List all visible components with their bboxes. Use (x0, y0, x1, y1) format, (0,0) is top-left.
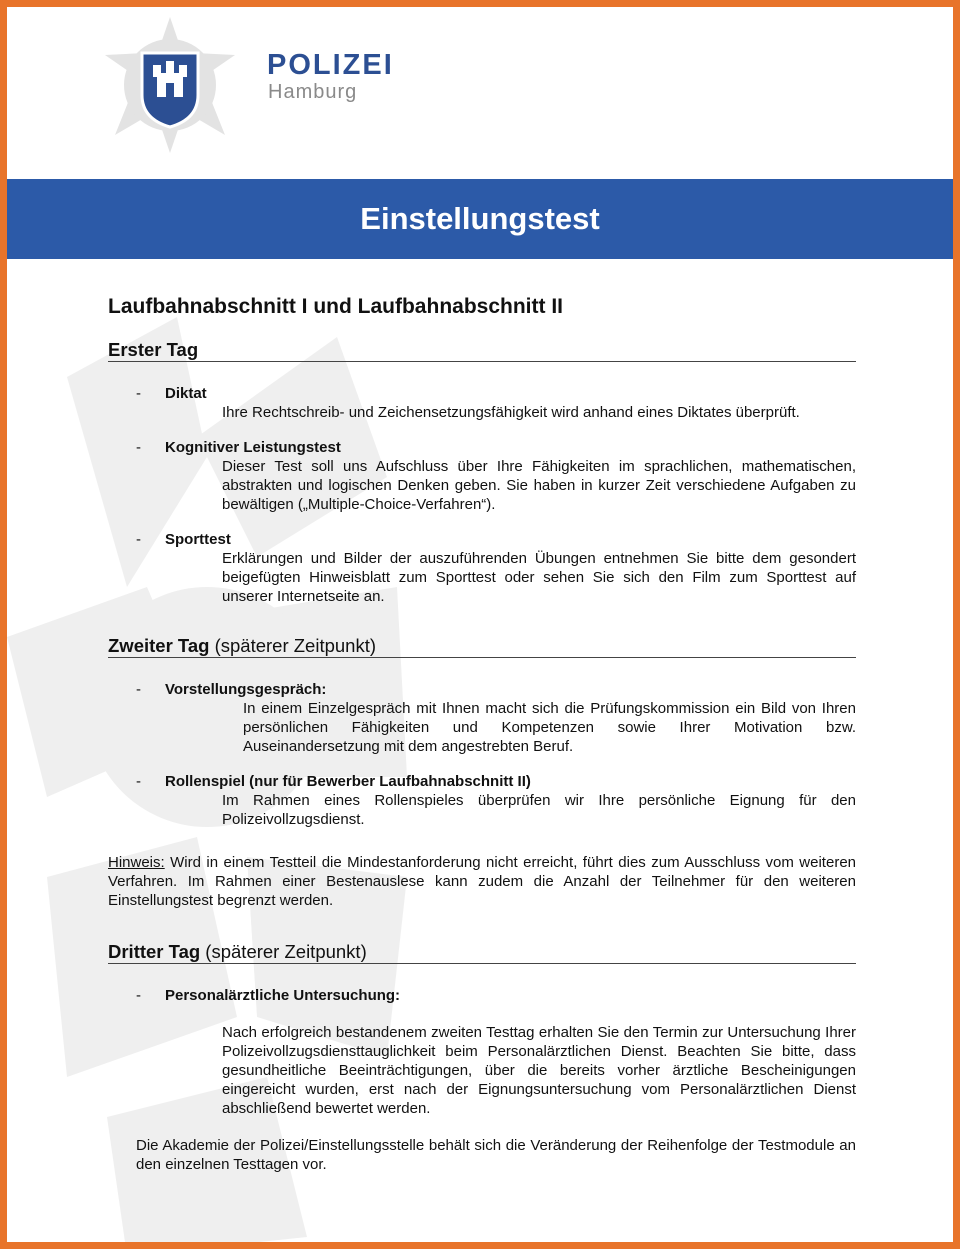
item-label: Kognitiver Leistungstest (165, 439, 341, 456)
list-item-personalaerztliche-untersuchung (136, 986, 856, 1118)
item-label: Vorstellungsgespräch: (165, 681, 327, 698)
logo-subtitle: Hamburg (268, 81, 358, 103)
section-title-day2-rest: (späterer Zeitpunkt) (209, 635, 377, 656)
logo (95, 15, 415, 155)
page-title: Einstellungstest (360, 201, 600, 236)
item-text: Nach erfolgreich bestandenem zweiten Testtag erhalten Sie den Termin zur Untersuchung Ihrer Polizeivollzugsdiensttauglichkeit beim Personalärztlichen Dienst. Beachten Sie bitte, dass gesundheitliche Beeinträchtigungen, über die bereits vorher ärztliche Bescheinigungen eingereicht wurden, erst nach der Eignungsuntersuchung vom Personalärztlichen Dienst abschließend bewertet werden. (222, 1024, 856, 1117)
title-banner (7, 179, 953, 259)
list-dash: - (136, 439, 141, 456)
section-title-day3 (108, 942, 856, 964)
list-dash: - (136, 681, 141, 698)
list-item-sporttest (136, 530, 856, 606)
list-dash: - (136, 773, 141, 790)
police-star-logo-icon (95, 15, 245, 155)
section-title-day1 (108, 340, 856, 362)
item-label: Diktat (165, 385, 207, 402)
document-body (108, 287, 856, 1174)
logo-title: POLIZEI (267, 49, 394, 81)
item-text: Ihre Rechtschreib- und Zeichensetzungsfähigkeit wird anhand eines Diktates überprüft. (222, 404, 800, 421)
item-label: Personalärztliche Untersuchung: (165, 987, 401, 1004)
list-item-kognitiver-leistungstest (136, 438, 856, 514)
item-label: Rollenspiel (nur für Bewerber Laufbahnabschnitt II) (165, 773, 531, 790)
section-title-day2 (108, 636, 856, 658)
item-text: Dieser Test soll uns Aufschluss über Ihre Fähigkeiten im sprachlichen, mathematischen, abstrakten und logischen Denken geben. Sie haben in kurzer Zeit verschiedene Aufgaben zu bewältigen („Multiple-Choice-Verfahren“). (222, 458, 856, 513)
hinweis-label: Hinweis: (108, 854, 165, 871)
document-subtitle: Laufbahnabschnitt I und Laufbahnabschnitt II (108, 295, 563, 318)
list-item-rollenspiel (136, 772, 856, 829)
item-text: Erklärungen und Bilder der auszuführenden Übungen entnehmen Sie bitte dem gesondert beigefügten Hinweisblatt zum Sporttest oder sehen Sie sich den Film zum Sporttest auf unserer Internetseite an. (222, 550, 856, 605)
section-title-day1-text: Erster Tag (108, 339, 199, 360)
list-dash: - (136, 531, 141, 548)
hinweis-paragraph (108, 853, 856, 910)
list-item-vorstellungsgespraech (136, 680, 856, 756)
item-label: Sporttest (165, 531, 231, 548)
item-text: In einem Einzelgespräch mit Ihnen macht sich die Prüfungskommission ein Bild von Ihren persönlichen Fähigkeiten und Kompetenzen sowie Ihrer Motivation bzw. Auseinandersetzung mit dem angestrebten Beruf. (243, 700, 856, 755)
list-item-diktat (136, 384, 856, 422)
closing-note: Die Akademie der Polizei/Einstellungsstelle behält sich die Veränderung der Reihenfolge der Testmodule an den einzelnen Testtagen vor. (136, 1137, 856, 1173)
section-title-day3-bold: Dritter Tag (108, 941, 201, 962)
section-title-day3-rest: (späterer Zeitpunkt) (200, 941, 367, 962)
list-dash: - (136, 987, 141, 1004)
list-dash: - (136, 385, 141, 402)
item-text: Im Rahmen eines Rollenspieles überprüfen wir Ihre persönliche Eignung für den Polizeivollzugsdienst. (222, 792, 856, 828)
section-title-day2-bold: Zweiter Tag (108, 635, 210, 656)
hinweis-text: Wird in einem Testteil die Mindestanforderung nicht erreicht, führt dies zum Ausschluss vom weiteren Verfahren. Im Rahmen einer Bestenauslese kann zudem die Anzahl der Teilnehmer für den weiteren Einstellungstest begrenzt werden. (108, 854, 856, 909)
